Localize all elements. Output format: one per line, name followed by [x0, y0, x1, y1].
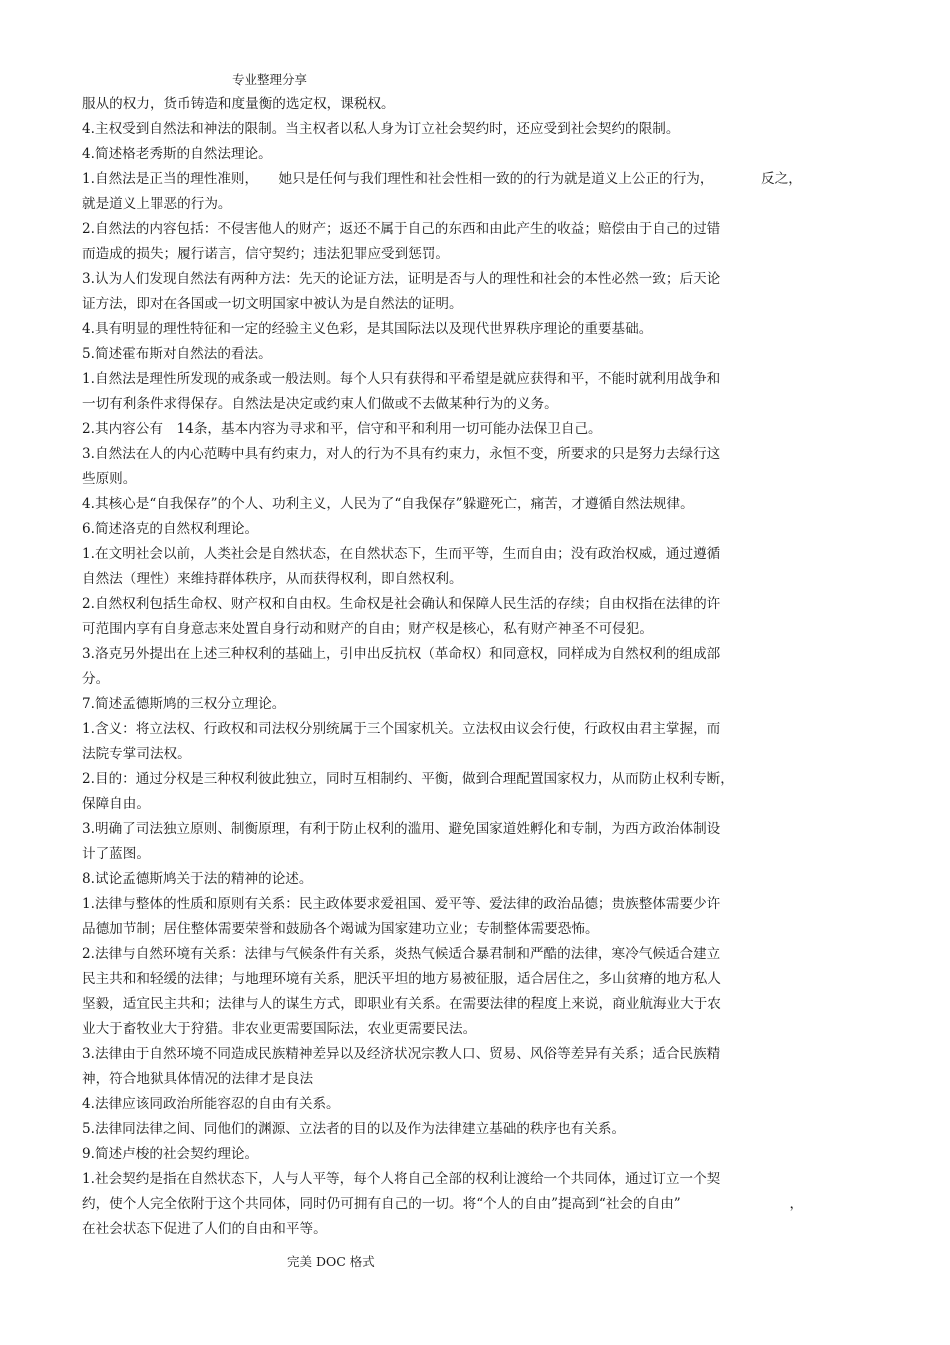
text-line: 坚毅，适宜民主共和；法律与人的谋生方式，即职业有关系。在需要法律的程度上来说，商业航海业大于农: [82, 996, 721, 1012]
text-line: 3.明确了司法独立原则、制衡原理，有利于防止权利的滥用、避免国家道姓孵化和专制，为西方政治体制设: [82, 821, 721, 837]
text-line: 些原则。: [82, 471, 137, 487]
text-line: 1.社会契约是指在自然状态下，人与人平等，每个人将自己全部的权利让渡给一个共同体，通过订立一个契: [82, 1171, 721, 1187]
text-line: 2.目的：通过分权是三种权利彼此独立，同时互相制约、平衡，做到合理配置国家权力，从而防止权利专断，: [82, 771, 734, 787]
text-line: 4.具有明显的理性特征和一定的经验主义色彩，是其国际法以及现代世界秩序理论的重要基础。: [82, 321, 653, 337]
text-line: 1.自然法是理性所发现的戒条或一般法则。每个人只有获得和平希望是就应获得和平，不能时就利用战争和: [82, 371, 721, 387]
text-line: 计了蓝图。: [82, 846, 150, 862]
text-line: 3.自然法在人的内心范畴中具有约束力，对人的行为不具有约束力，永恒不变，所要求的只是努力去绿行这: [82, 446, 721, 462]
text-line: 4.主权受到自然法和神法的限制。当主权者以私人身为订立社会契约时，还应受到社会契约的限制。: [82, 121, 680, 137]
text-line: 4.法律应该同政治所能容忍的自由有关系。: [82, 1096, 340, 1112]
text-line: 1.自然法是正当的理性准则， 她只是任何与我们理性和社会性相一致的的行为就是道义上公正的行为， 反之，: [82, 171, 802, 187]
document-body: [82, 92, 870, 1242]
text-line: 5.法律同法律之间、同他们的渊源、立法者的目的以及作为法律建立基础的秩序也有关系。: [82, 1121, 626, 1137]
text-line: 约，使个人完全依附于这个共同体，同时仍可拥有自己的一切。将“个人的自由”提高到“社会的自由” ，: [82, 1196, 804, 1212]
text-line: 而造成的损失；履行诺言，信守契约；违法犯罪应受到惩罚。: [82, 246, 450, 262]
text-line: 法院专掌司法权。: [82, 746, 191, 762]
text-line: 3.法律由于自然环境不同造成民族精神差异以及经济状况宗教人口、贸易、风俗等差异有关系；适合民族精: [82, 1046, 721, 1062]
text-line: 神，符合地狱具体情况的法律才是良法: [82, 1071, 314, 1087]
section-heading: 5.简述霍布斯对自然法的看法。: [82, 346, 272, 362]
text-line: 1.含义：将立法权、行政权和司法权分别统属于三个国家机关。立法权由议会行使，行政权由君主掌握，而: [82, 721, 721, 737]
text-line: 一切有利条件求得保存。自然法是决定或约束人们做或不去做某种行为的义务。: [82, 396, 558, 412]
page-footer: 完美 DOC 格式: [287, 1254, 375, 1269]
text-line: 就是道义上罪恶的行为。: [82, 196, 232, 212]
text-line: 3.洛克另外提出在上述三种权利的基础上，引申出反抗权（革命权）和同意权，同样成为自然权利的组成部: [82, 646, 721, 662]
text-line: 3.认为人们发现自然法有两种方法：先天的论证方法，证明是否与人的理性和社会的本性必然一致；后天论: [82, 271, 721, 287]
section-heading: 4.简述格老秀斯的自然法理论。: [82, 146, 272, 162]
section-heading: 7.简述孟德斯鸠的三权分立理论。: [82, 696, 286, 712]
text-line: 自然法（理性）来维持群体秩序，从而获得权利，即自然权利。: [82, 571, 463, 587]
text-line: 2.自然法的内容包括：不侵害他人的财产；返还不属于自己的东西和由此产生的收益；赔偿由于自己的过错: [82, 221, 721, 237]
text-line: 2.法律与自然环境有关系：法律与气候条件有关系，炎热气候适合暴君制和严酷的法律，寒冷气候适合建立: [82, 946, 721, 962]
text-line: 4.其核心是“自我保存”的个人、功利主义，人民为了“自我保存”躲避死亡，痛苦，才遵循自然法规律。: [82, 496, 694, 512]
text-line: 品德加节制；居住整体需要荣誉和鼓励各个竭诚为国家建功立业；专制整体需要恐怖。: [82, 921, 599, 937]
section-heading: 9.简述卢梭的社会契约理论。: [82, 1146, 259, 1162]
text-line: 民主共和和轻缓的法律；与地理环境有关系，肥沃平坦的地方易被征服，适合居住之，多山贫瘠的地方私人: [82, 971, 721, 987]
text-line: 1.在文明社会以前，人类社会是自然状态，在自然状态下，生而平等，生而自由；没有政治权威，通过遵循: [82, 546, 721, 562]
text-line: 1.法律与整体的性质和原则有关系：民主政体要求爱祖国、爱平等、爱法律的政治品德；贵族整体需要少许: [82, 896, 721, 912]
text-line: 分。: [82, 671, 110, 687]
section-heading: 6.简述洛克的自然权利理论。: [82, 521, 259, 537]
text-line: 服从的权力，货币铸造和度量衡的选定权，课税权。: [82, 96, 395, 112]
text-line: 2.其内容公有 14条，基本内容为寻求和平，信守和平和利用一切可能办法保卫自己。: [82, 421, 602, 437]
text-line: 业大于畜牧业大于狩猎。非农业更需要国际法，农业更需要民法。: [82, 1021, 477, 1037]
text-line: 2.自然权利包括生命权、财产权和自由权。生命权是社会确认和保障人民生活的存续；自由权指在法律的许: [82, 596, 721, 612]
text-line: 在社会状态下促进了人们的自由和平等。: [82, 1221, 327, 1237]
text-line: 可范围内享有自身意志来处置自身行动和财产的自由；财产权是核心，私有财产神圣不可侵犯。: [82, 621, 653, 637]
section-heading: 8.试论孟德斯鸠关于法的精神的论述。: [82, 871, 313, 887]
text-line: 保障自由。: [82, 796, 150, 812]
text-line: 证方法，即对在各国或一切文明国家中被认为是自然法的证明。: [82, 296, 463, 312]
page-header: 专业整理分享: [232, 72, 308, 87]
